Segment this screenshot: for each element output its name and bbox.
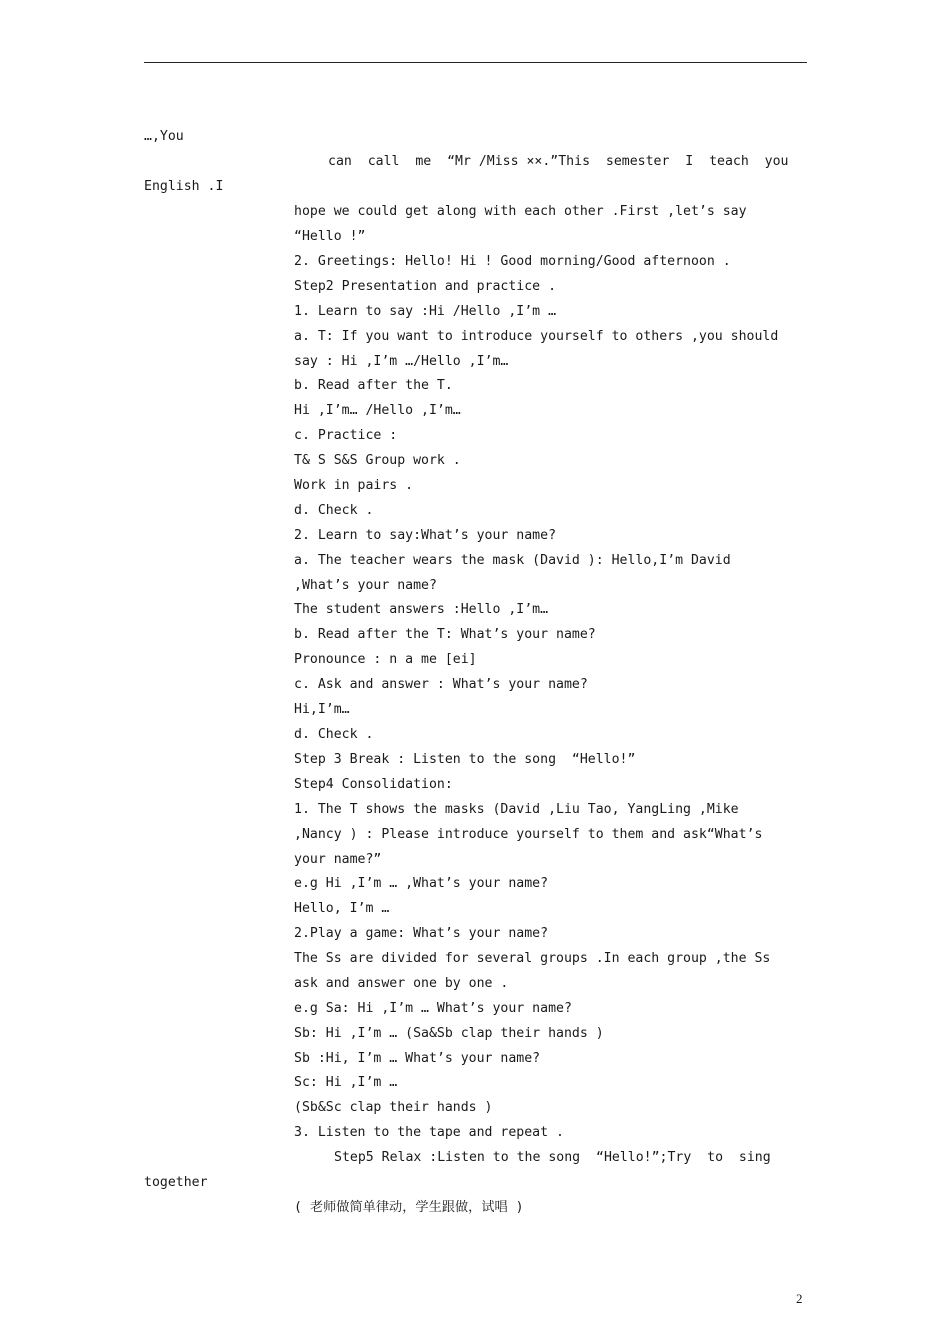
text-line: ( 老师做简单律动，学生跟做，试唱 )	[294, 1200, 524, 1215]
text-line: Step2 Presentation and practice .	[294, 279, 557, 294]
text-line: ask and answer one by one .	[294, 976, 509, 991]
text-line: The Ss are divided for several groups .In each group ,the Ss	[294, 951, 771, 966]
page-number: 2	[796, 1291, 803, 1306]
header-rule	[144, 62, 807, 63]
text-line: c. Ask and answer : What’s your name?	[294, 677, 588, 692]
text-line: Hello, I’m …	[294, 901, 390, 916]
text-line: T& S S&S Group work .	[294, 453, 461, 468]
text-line: d. Check .	[294, 503, 374, 518]
text-line: 3. Listen to the tape and repeat .	[294, 1125, 564, 1140]
text-line: ,What’s your name?	[294, 578, 437, 593]
text-line: b. Read after the T.	[294, 378, 453, 393]
text-line: e.g Hi ,I’m … ,What’s your name?	[294, 876, 549, 891]
text-line: Hi,I’m…	[294, 702, 350, 717]
text-line: 2.Play a game: What’s your name?	[294, 926, 549, 941]
text-line: Pronounce : n a me [ei]	[294, 652, 477, 667]
text-line: Step 3 Break : Listen to the song “Hello!”	[294, 752, 636, 767]
text-line: together	[144, 1175, 208, 1190]
text-line: 1. Learn to say :Hi /Hello ,I’m …	[294, 304, 557, 319]
text-line: d. Check .	[294, 727, 374, 742]
text-line: Sb: Hi ,I’m … (Sa&Sb clap their hands )	[294, 1026, 604, 1041]
text-line: hope we could get along with each other .First ,let’s say	[294, 204, 747, 219]
text-line: …,You	[144, 129, 184, 144]
text-line: c. Practice :	[294, 428, 398, 443]
text-line: your name?”	[294, 852, 382, 867]
text-line: Work in pairs .	[294, 478, 414, 493]
text-line: 1. The T shows the masks (David ,Liu Tao, YangLing ,Mike	[294, 802, 739, 817]
text-line: a. The teacher wears the mask (David ): Hello,I’m David	[294, 553, 731, 568]
text-line: a. T: If you want to introduce yourself to others ,you should	[294, 329, 779, 344]
text-line: e.g Sa: Hi ,I’m … What’s your name?	[294, 1001, 572, 1016]
text-line: b. Read after the T: What’s your name?	[294, 627, 596, 642]
text-line: say : Hi ,I’m …/Hello ,I’m…	[294, 354, 509, 369]
text-line: 2. Learn to say:What’s your name?	[294, 528, 557, 543]
text-line: Sb :Hi, I’m … What’s your name?	[294, 1051, 541, 1066]
text-line: Sc: Hi ,I’m …	[294, 1075, 398, 1090]
text-line: The student answers :Hello ,I’m…	[294, 602, 549, 617]
text-line: English .I	[144, 179, 224, 194]
text-line: 2. Greetings: Hello! Hi ! Good morning/Good afternoon .	[294, 254, 731, 269]
text-line: can call me “Mr /Miss ××.”This semester I teach you	[328, 154, 789, 169]
text-line: (Sb&Sc clap their hands )	[294, 1100, 493, 1115]
text-line: Step5 Relax :Listen to the song “Hello!”;Try to sing	[334, 1150, 771, 1165]
text-line: “Hello !”	[294, 229, 366, 244]
text-line: Hi ,I’m… /Hello ,I’m…	[294, 403, 461, 418]
text-line: ,Nancy ) : Please introduce yourself to them and ask“What’s	[294, 827, 763, 842]
text-line: Step4 Consolidation:	[294, 777, 453, 792]
